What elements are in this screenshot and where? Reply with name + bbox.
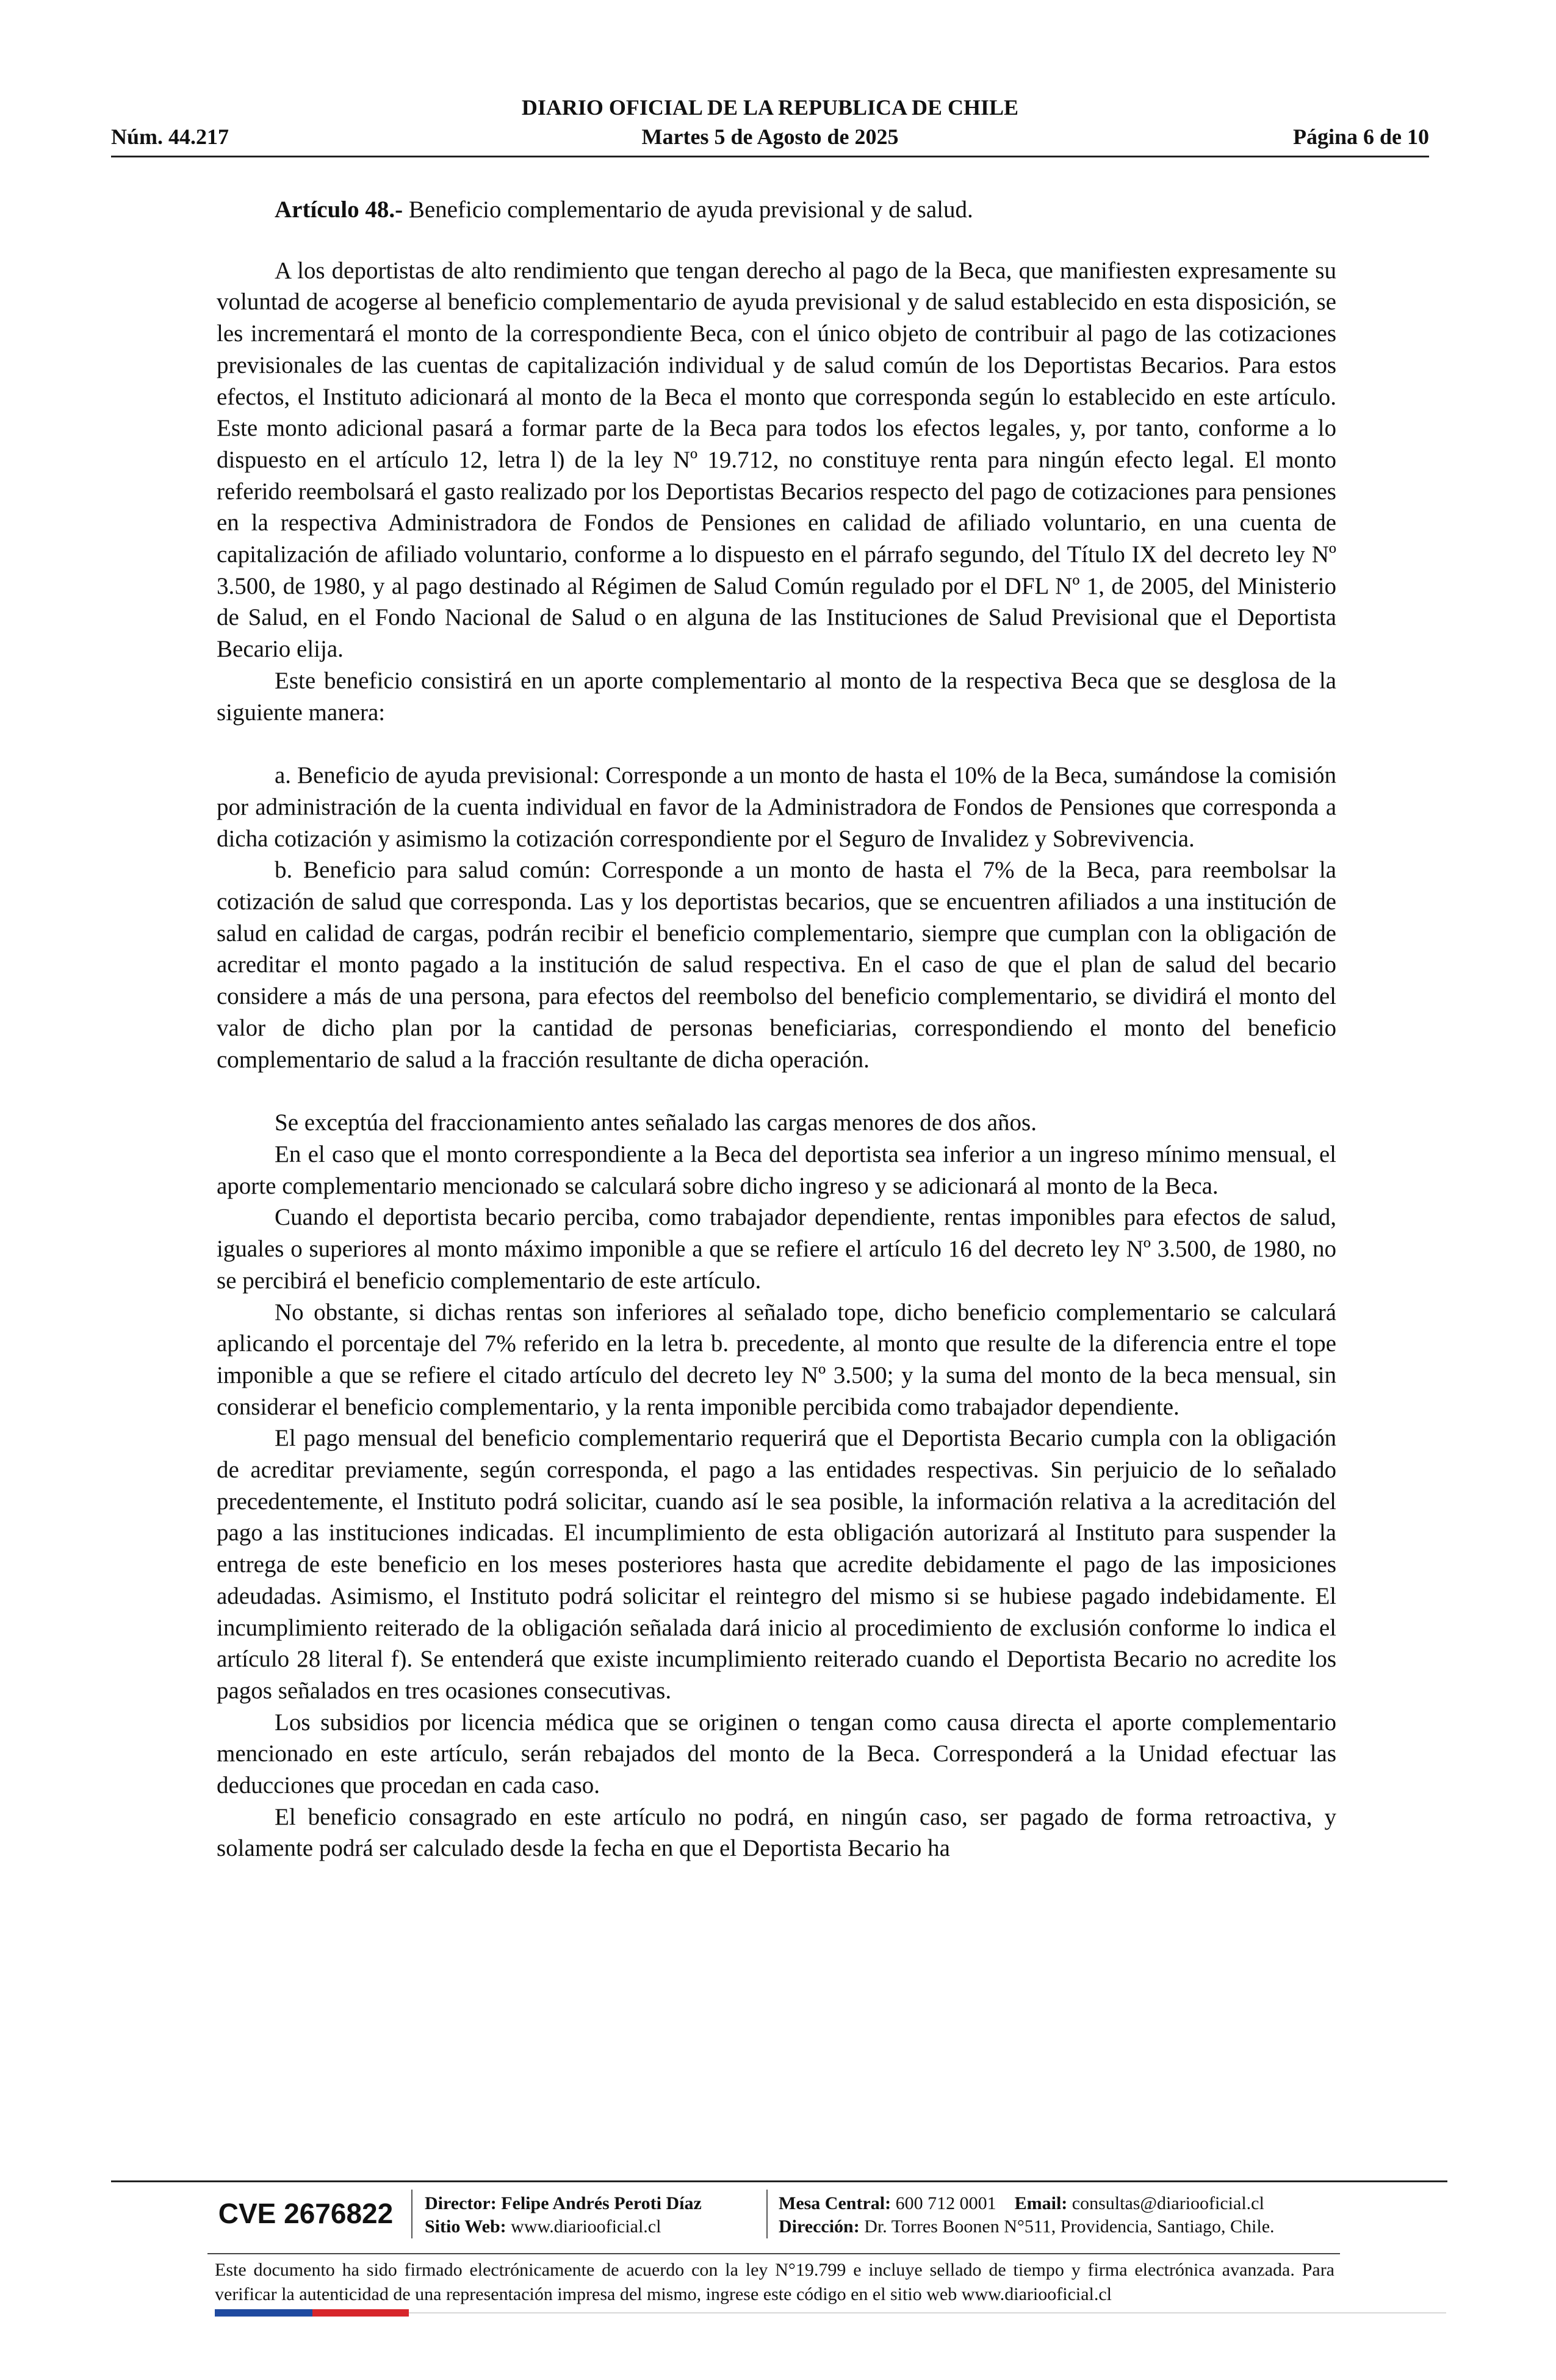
article-heading: Beneficio complementario de ayuda previsional y de salud.: [403, 197, 973, 223]
page-header: [111, 95, 1429, 156]
article-title: [217, 194, 1336, 226]
phone-number: 600 712 0001: [891, 2193, 996, 2213]
address-label: Dirección:: [779, 2216, 860, 2237]
paragraph: El pago mensual del beneficio complementario requerirá que el Deportista Becario cumpla con la obligación de acreditar previamente, según corresponda, el pago a las entidades respectivas. Sin perjuicio de lo señalado precedentemente, el Instituto podrá solicitar, cuando así le sea posible, la información relativa a la acreditación del pago a las instituciones indicadas. El incumplimiento de esta obligación autorizará al Instituto para suspender la entrega de este beneficio en los meses posteriores hasta que acredite debidamente el pago de las imposiciones adeudadas. Asimismo, el Instituto podrá solicitar el reintegro del mismo si se hubiese pagado indebidamente. El incumplimiento reiterado de la obligación señalada dará inicio al procedimiento de exclusión conforme lo indica el artículo 28 literal f). Se entenderá que existe incumplimiento reiterado cuando el Deportista Becario no acredite los pagos señalados en tres ocasiones consecutivas.: [217, 1425, 1336, 1704]
footer-contact-block: [779, 2192, 1275, 2238]
paragraph: No obstante, si dichas rentas son inferiores al señalado tope, dicho beneficio complementario se calculará aplicando el porcentaje del 7% referido en la letra b. precedente, al monto que resulte de la diferencia entre el tope imponible a que se refiere el citado artículo del decreto ley Nº 3.500; y la suma del monto de la beca mensual, sin considerar el beneficio complementario, y la renta imponible percibida como trabajador dependiente.: [217, 1299, 1336, 1420]
address: Dr. Torres Boonen N°511, Providencia, Santiago, Chile.: [859, 2216, 1275, 2237]
paragraph-item-b: b. Beneficio para salud común: Corresponde a un monto de hasta el 7% de la Beca, para reembolsar la cotización de salud que corresponda. Las y los deportistas becarios, que se encuentren afiliados a una institución de salud en calidad de cargas, podrán recibir el beneficio complementario, siempre que cumplan con la obligación de acreditar el monto pagado a la institución de salud respectiva. En el caso de que el plan de salud del becario considere a más de una persona, para efectos del reembolso del beneficio complementario, se dividirá el monto del valor de dicho plan por la cantidad de personas beneficiarias, correspondiendo el monto del beneficio complementario de salud a la fracción resultante de dicha operación.: [217, 857, 1336, 1073]
legal-notice: Este documento ha sido firmado electrónicamente de acuerdo con la ley N°19.799 e incluye sellado de tiempo y firma electrónica avanzada. Para verificar la autenticidad de una representación impresa del mismo, ingrese este código en el sitio web www.diariooficial.cl: [215, 2260, 1334, 2304]
cve-code: CVE 2676822: [218, 2198, 394, 2229]
paragraph: Cuando el deportista becario perciba, como trabajador dependiente, rentas imponibles para efectos de salud, iguales o superiores al monto máximo imponible a que se refiere el artículo 16 del decreto ley Nº 3.500, de 1980, no se percibirá el beneficio complementario de este artículo.: [217, 1204, 1336, 1294]
flag-stripe-line: [409, 2312, 1446, 2313]
footer-inner-divider: [207, 2253, 1340, 2254]
newspaper-title: DIARIO OFICIAL DE LA REPUBLICA DE CHILE: [521, 95, 1019, 120]
phone-label: Mesa Central:: [779, 2193, 891, 2213]
flag-stripe-red: [312, 2309, 409, 2317]
email-link[interactable]: consultas@diariooficial.cl: [1067, 2193, 1264, 2213]
flag-stripe-blue: [215, 2309, 312, 2317]
article-number: Artículo 48.-: [275, 197, 403, 223]
footer-director-block: [425, 2192, 702, 2238]
page-number: Página 6 de 10: [1292, 124, 1429, 149]
website-label: Sitio Web:: [425, 2216, 506, 2237]
footer-separator: [766, 2190, 768, 2238]
paragraph: Este beneficio consistirá en un aporte complementario al monto de la respectiva Beca que se desglosa de la siguiente manera:: [217, 667, 1336, 726]
paragraph: Se exceptúa del fraccionamiento antes señalado las cargas menores de dos años.: [275, 1109, 1037, 1136]
director-label: Director:: [425, 2193, 497, 2213]
footer-divider: [111, 2180, 1447, 2182]
paragraph: En el caso que el monto correspondiente a la Beca del deportista sea inferior a un ingreso mínimo mensual, el aporte complementario mencionado se calculará sobre dicho ingreso y se adicionará al monto de la Beca.: [217, 1141, 1336, 1199]
paragraph: A los deportistas de alto rendimiento que tengan derecho al pago de la Beca, que manifiesten expresamente su voluntad de acogerse al beneficio complementario de ayuda previsional y de salud establecido en esta disposición, se les incrementará el monto de la correspondiente Beca, con el único objeto de contribuir al pago de las cotizaciones previsionales de las cuentas de capitalización individual y de salud común de los Deportistas Becarios. Para estos efectos, el Instituto adicionará al monto de la Beca el monto que corresponda según lo establecido en este artículo. Este monto adicional pasará a formar parte de la Beca para todos los efectos legales, y, por tanto, conforme a lo dispuesto en el artículo 12, letra l) de la ley Nº 19.712, no constituye renta para ningún efecto legal. El monto referido reembolsará el gasto realizado por los Deportistas Becarios respecto del pago de cotizaciones para pensiones en la respectiva Administradora de Fondos de Pensiones en calidad de afiliado voluntario, en una cuenta de capitalización de afiliado voluntario, conforme a lo dispuesto en el párrafo segundo, del Título IX del decreto ley Nº 3.500, de 1980, y al pago destinado al Régimen de Salud Común regulado por el DFL Nº 1, de 2005, del Ministerio de Salud, en el Fondo Nacional de Salud o en alguna de las Instituciones de Salud Previsional que el Deportista Becario elija.: [217, 257, 1336, 663]
director-name: Felipe Andrés Peroti Díaz: [496, 2193, 702, 2213]
paragraph: Los subsidios por licencia médica que se originen o tengan como causa directa el aporte complementario mencionado en este artículo, serán rebajados del monto de la Beca. Corresponderá a la Unidad efectuar las deducciones que procedan en cada caso.: [217, 1709, 1336, 1799]
paragraph-item-a: a. Beneficio de ayuda previsional: Corresponde a un monto de hasta el 10% de la Beca, sumándose la comisión por administración de la cuenta individual en favor de la Administradora de Fondos de Pensiones que corresponda a dicha cotización y asimismo la cotización correspondiente por el Seguro de Invalidez y Sobrevivencia.: [217, 762, 1336, 852]
website-link[interactable]: www.diariooficial.cl: [506, 2216, 661, 2237]
header-divider: [111, 156, 1429, 157]
paragraph: El beneficio consagrado en este artículo no podrá, en ningún caso, ser pagado de forma retroactiva, y solamente podrá ser calculado desde la fecha en que el Deportista Becario ha: [217, 1803, 1336, 1862]
footer-separator: [411, 2190, 412, 2238]
issue-date: Martes 5 de Agosto de 2025: [641, 124, 899, 149]
email-label: Email:: [1014, 2193, 1068, 2213]
article-body: [217, 194, 1336, 1864]
issue-number: Núm. 44.217: [111, 124, 229, 149]
